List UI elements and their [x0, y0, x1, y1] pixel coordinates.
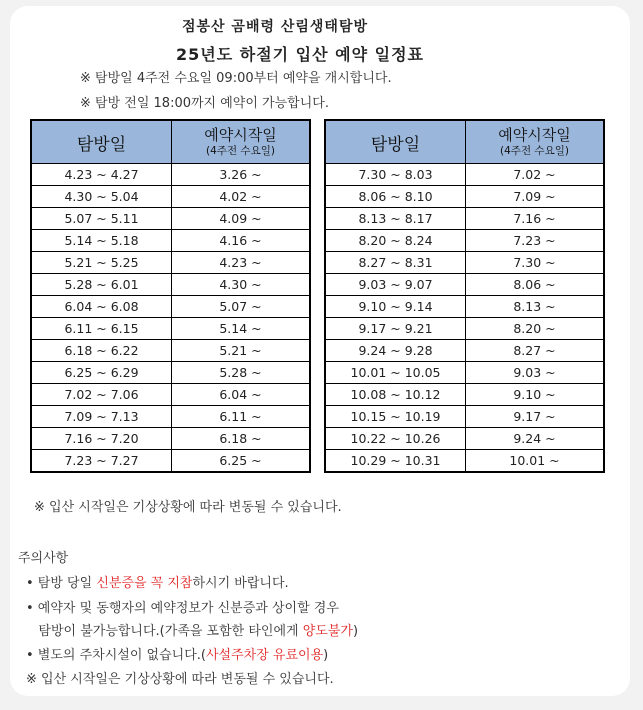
- visit-date-cell: 7.23 ~ 7.27: [31, 450, 172, 473]
- table-row: [325, 384, 604, 406]
- table-row: [325, 208, 604, 230]
- reservation-start-cell: 3.26 ~: [172, 164, 311, 186]
- col-visit-date: 탐방일: [31, 120, 172, 164]
- reservation-start-cell: 9.24 ~: [466, 428, 605, 450]
- reservation-open-note: ※ 탐방일 4주전 수요일 09:00부터 예약을 개시합니다.: [80, 71, 392, 86]
- visit-date-cell: 8.20 ~ 8.24: [325, 230, 466, 252]
- table-row: [325, 340, 604, 362]
- col-reservation-start-sub: (4주전 수요일): [206, 145, 275, 157]
- visit-date-cell: 9.24 ~ 9.28: [325, 340, 466, 362]
- visit-date-cell: 6.18 ~ 6.22: [31, 340, 172, 362]
- table-row: [31, 252, 310, 274]
- reservation-start-cell: 9.03 ~: [466, 362, 605, 384]
- visit-date-cell: 4.23 ~ 4.27: [31, 164, 172, 186]
- schedule-table-right: [324, 119, 605, 473]
- visit-date-cell: 9.10 ~ 9.14: [325, 296, 466, 318]
- weather-note: ※ 입산 시작일은 기상상황에 따라 변동될 수 있습니다.: [34, 500, 342, 515]
- reservation-start-cell: 5.07 ~: [172, 296, 311, 318]
- table-row: [31, 186, 310, 208]
- reservation-start-cell: 4.02 ~: [172, 186, 311, 208]
- reservation-start-cell: 6.04 ~: [172, 384, 311, 406]
- reservation-start-cell: 8.27 ~: [466, 340, 605, 362]
- reservation-start-cell: 8.13 ~: [466, 296, 605, 318]
- table-row: [31, 296, 310, 318]
- visit-date-cell: 7.16 ~ 7.20: [31, 428, 172, 450]
- reservation-start-cell: 4.30 ~: [172, 274, 311, 296]
- table-row: [325, 274, 604, 296]
- table-row: [31, 428, 310, 450]
- table-row: [31, 230, 310, 252]
- visit-date-cell: 5.21 ~ 5.25: [31, 252, 172, 274]
- table-row: [31, 340, 310, 362]
- reservation-start-cell: 7.02 ~: [466, 164, 605, 186]
- visit-date-cell: 6.04 ~ 6.08: [31, 296, 172, 318]
- caution-item-transfer: 탐방이 불가능합니다.(가족을 포함한 타인에게 양도불가): [26, 624, 359, 639]
- table-row: [325, 252, 604, 274]
- reservation-start-cell: 7.09 ~: [466, 186, 605, 208]
- reservation-start-cell: 8.20 ~: [466, 318, 605, 340]
- reservation-start-cell: 5.14 ~: [172, 318, 311, 340]
- caution-item-parking: • 별도의 주차시설이 없습니다.(사설주차장 유료이용): [26, 648, 329, 663]
- caution-item-mismatch: • 예약자 및 동행자의 예약정보가 신분증과 상이할 경우: [26, 601, 339, 616]
- col-reservation-start-label: 예약시작일: [498, 126, 571, 144]
- caution-highlight: 사설주차장 유료이용: [205, 648, 324, 663]
- visit-date-cell: 8.06 ~ 8.10: [325, 186, 466, 208]
- caution-highlight: 양도불가: [302, 624, 353, 639]
- table-row: [31, 450, 310, 473]
- reservation-start-cell: 4.23 ~: [172, 252, 311, 274]
- table-row: [325, 362, 604, 384]
- visit-date-cell: 8.13 ~ 8.17: [325, 208, 466, 230]
- reservation-start-cell: 10.01 ~: [466, 450, 605, 473]
- visit-date-cell: 5.28 ~ 6.01: [31, 274, 172, 296]
- visit-date-cell: 5.14 ~ 5.18: [31, 230, 172, 252]
- visit-date-cell: 10.29 ~ 10.31: [325, 450, 466, 473]
- reservation-start-cell: 8.06 ~: [466, 274, 605, 296]
- col-reservation-start-sub: (4주전 수요일): [500, 145, 569, 157]
- table-row: [31, 164, 310, 186]
- table-row: [31, 318, 310, 340]
- reservation-start-cell: 9.10 ~: [466, 384, 605, 406]
- reservation-start-cell: 5.21 ~: [172, 340, 311, 362]
- reservation-start-cell: 7.16 ~: [466, 208, 605, 230]
- caution-weather-note: ※ 입산 시작일은 기상상황에 따라 변동될 수 있습니다.: [26, 672, 334, 687]
- visit-date-cell: 7.02 ~ 7.06: [31, 384, 172, 406]
- page-title: 점봉산 곰배령 산림생태탐방: [181, 19, 369, 35]
- col-reservation-start-label: 예약시작일: [204, 126, 277, 144]
- visit-date-cell: 7.30 ~ 8.03: [325, 164, 466, 186]
- visit-date-cell: 8.27 ~ 8.31: [325, 252, 466, 274]
- table-row: [325, 164, 604, 186]
- table-row: [325, 406, 604, 428]
- reservation-start-cell: 4.09 ~: [172, 208, 311, 230]
- schedule-card: [10, 6, 630, 696]
- reservation-start-cell: 6.11 ~: [172, 406, 311, 428]
- reservation-start-cell: 7.30 ~: [466, 252, 605, 274]
- table-row: [325, 318, 604, 340]
- reservation-start-cell: 6.25 ~: [172, 450, 311, 473]
- visit-date-cell: 6.11 ~ 6.15: [31, 318, 172, 340]
- visit-date-cell: 9.03 ~ 9.07: [325, 274, 466, 296]
- table-row: [325, 428, 604, 450]
- visit-date-cell: 7.09 ~ 7.13: [31, 406, 172, 428]
- table-row: [31, 384, 310, 406]
- caution-highlight: 신분증을 꼭 지참: [96, 576, 193, 591]
- reservation-start-cell: 6.18 ~: [172, 428, 311, 450]
- reservation-deadline-note: ※ 탐방 전일 18:00까지 예약이 가능합니다.: [80, 96, 329, 111]
- schedule-table-left: [30, 119, 311, 473]
- reservation-start-cell: 5.28 ~: [172, 362, 311, 384]
- table-row: [325, 230, 604, 252]
- reservation-start-cell: 9.17 ~: [466, 406, 605, 428]
- table-row: [31, 406, 310, 428]
- visit-date-cell: 5.07 ~ 5.11: [31, 208, 172, 230]
- table-row: [325, 186, 604, 208]
- table-row: [31, 362, 310, 384]
- table-row: [325, 450, 604, 473]
- visit-date-cell: 10.22 ~ 10.26: [325, 428, 466, 450]
- visit-date-cell: 10.08 ~ 10.12: [325, 384, 466, 406]
- table-row: [31, 274, 310, 296]
- visit-date-cell: 10.15 ~ 10.19: [325, 406, 466, 428]
- col-visit-date: 탐방일: [325, 120, 466, 164]
- page-subtitle: 25년도 하절기 입산 예약 일정표: [175, 45, 425, 64]
- table-row: [325, 296, 604, 318]
- visit-date-cell: 4.30 ~ 5.04: [31, 186, 172, 208]
- table-row: [31, 208, 310, 230]
- visit-date-cell: 9.17 ~ 9.21: [325, 318, 466, 340]
- col-reservation-start: [172, 120, 311, 164]
- visit-date-cell: 6.25 ~ 6.29: [31, 362, 172, 384]
- reservation-start-cell: 7.23 ~: [466, 230, 605, 252]
- caution-item-id: • 탐방 당일 신분증을 꼭 지참하시기 바랍니다.: [26, 576, 289, 591]
- reservation-start-cell: 4.16 ~: [172, 230, 311, 252]
- visit-date-cell: 10.01 ~ 10.05: [325, 362, 466, 384]
- caution-heading: 주의사항: [18, 551, 69, 566]
- col-reservation-start: [466, 120, 605, 164]
